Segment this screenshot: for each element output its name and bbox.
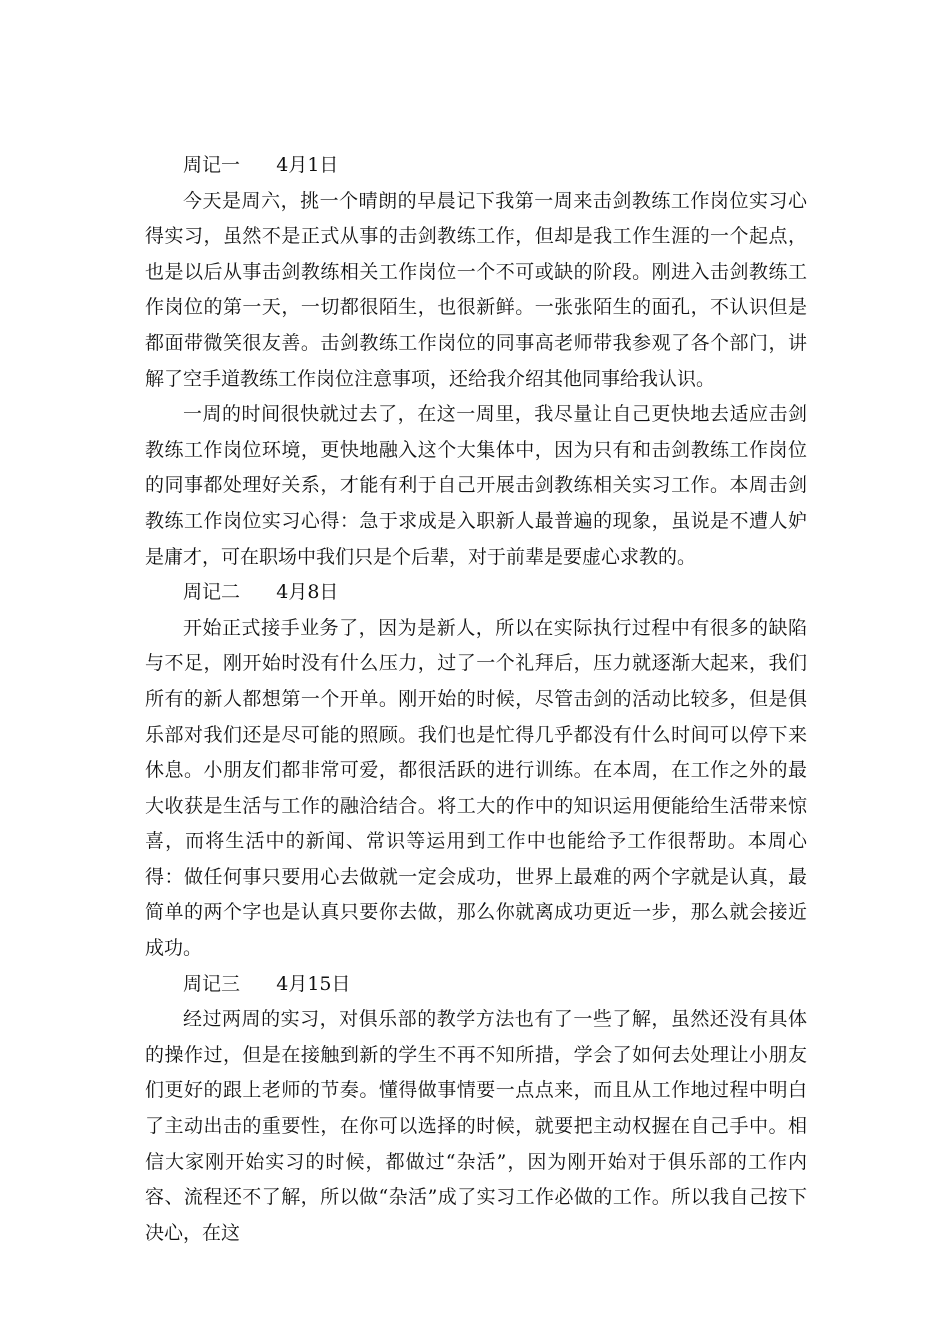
entry-paragraph: 经过两周的实习，对俱乐部的教学方法也有了一些了解，虽然还没有具体的操作过，但是在接触到新的学生不再不知所措，学会了如何去处理让小朋友们更好的跟上老师的节奏。懂得做事情要一点点来，而且从工作地过程中明白了主动出击的重要性，在你可以选择的时候，就要把主动权握在自己手中。相信大家刚开始实习的时候，都做过“杂活”，因为刚开始对于俱乐部的工作内容、流程还不了解，所以做“杂活”成了实习工作必做的工作。所以我自己按下决心，在这 xyxy=(145,1008,807,1244)
entry-paragraph: 开始正式接手业务了，因为是新人，所以在实际执行过程中有很多的缺陷与不足，刚开始时没有什么压力，过了一个礼拜后，压力就逐渐大起来，我们所有的新人都想第一个开单。刚开始的时候，尽管击剑的活动比较多，但是俱乐部对我们还是尽可能的照顾。我们也是忙得几乎都没有什么时间可以停下来休息。小朋友们都非常可爱，都很活跃的进行训练。在本周，在工作之外的最大收获是生活与工作的融洽结合。将工大的作中的知识运用便能给生活带来惊喜，而将生活中的新闻、常识等运用到工作中也能给予工作很帮助。本周心得：做任何事只要用心去做就一定会成功，世界上最难的两个字就是认真，最简单的两个字也是认真只要你去做，那么你就离成功更近一步，那么就会接近成功。 xyxy=(145,616,807,960)
entry-heading: 周记一 4月1日 xyxy=(183,154,339,176)
entry-paragraph: 一周的时间很快就过去了，在这一周里，我尽量让自己更快地去适应击剑教练工作岗位环境，更快地融入这个大集体中，因为只有和击剑教练工作岗位的同事都处理好关系，才能有利于自己开展击剑教练相关实习工作。本周击剑教练工作岗位实习心得：急于求成是入职新人最普遍的现象，虽说是不遭人妒是庸才，可在职场中我们只是个后辈，对于前辈是要虚心求教的。 xyxy=(145,403,807,568)
journal-entry-1 xyxy=(145,148,807,575)
entry-heading: 周记三 4月15日 xyxy=(183,972,351,995)
entry-heading: 周记二 4月8日 xyxy=(183,581,339,604)
journal-entry-3 xyxy=(145,967,807,1252)
document-body xyxy=(145,148,807,1251)
journal-entry-2 xyxy=(145,575,807,967)
entry-paragraph: 今天是周六，挑一个晴朗的早晨记下我第一周来击剑教练工作岗位实习心得实习，虽然不是正式从事的击剑教练工作，但却是我工作生涯的一个起点，也是以后从事击剑教练相关工作岗位一个不可或缺的阶段。刚进入击剑教练工作岗位的第一天，一切都很陌生，也很新鲜。一张张陌生的面孔，不认识但是都面带微笑很友善。击剑教练工作岗位的同事高老师带我参观了各个部门，讲解了空手道教练工作岗位注意事项，还给我介绍其他同事给我认识。 xyxy=(145,189,807,390)
